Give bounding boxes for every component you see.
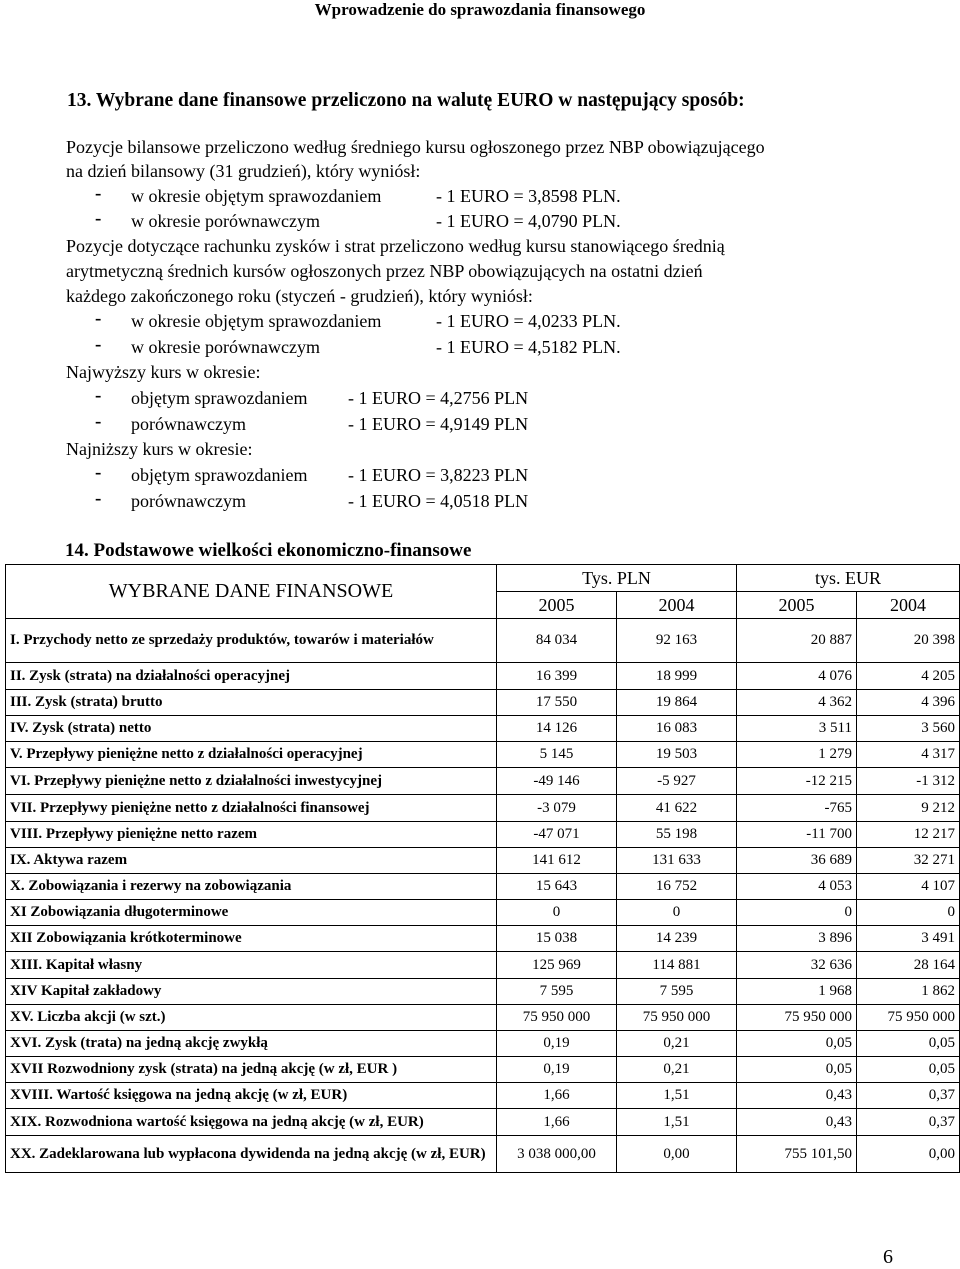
max-rate-title: Najwyższy kurs w okresie: (66, 362, 261, 382)
table-header-row (6, 565, 960, 592)
cell-value: 4 107 (857, 874, 960, 900)
year-header: 2004 (857, 592, 960, 619)
cell-value: 4 317 (857, 742, 960, 768)
list-dash: - (95, 308, 102, 329)
paragraph-pl-line-3: każdego zakończonego roku (styczeń - grudzień), który wyniósł: (66, 286, 533, 306)
paragraph-pl-line-2: arytmetyczną średnich kursów ogłoszonych przez NBP obowiązujących na ostatni dzień (66, 261, 703, 281)
row-label: XII Zobowiązania krótkoterminowe (6, 926, 497, 952)
table-row (6, 619, 960, 663)
list-item-label: w okresie porównawczym (131, 211, 320, 231)
table-row (6, 979, 960, 1005)
cell-value: 131 633 (617, 848, 737, 874)
cell-value: 0,05 (857, 1057, 960, 1083)
cell-value: 0,00 (617, 1136, 737, 1173)
cell-value: 755 101,50 (737, 1136, 857, 1173)
year-header: 2004 (617, 592, 737, 619)
list-item-label: objętym sprawozdaniem (131, 465, 308, 485)
cell-value: 32 636 (737, 952, 857, 979)
row-label: XIX. Rozwodniona wartość księgowa na jedną akcję (w zł, EUR) (6, 1109, 497, 1136)
cell-value: 3 896 (737, 926, 857, 952)
row-label: XX. Zadeklarowana lub wypłacona dywidenda na jedną akcję (w zł, EUR) (6, 1136, 497, 1173)
year-header: 2005 (737, 592, 857, 619)
list-item-value: - 1 EURO = 3,8598 PLN. (436, 186, 621, 206)
cell-value: 55 198 (617, 822, 737, 848)
cell-value: 0,37 (857, 1109, 960, 1136)
cell-value: -765 (737, 795, 857, 822)
cell-value: -3 079 (497, 795, 617, 822)
cell-value: 75 950 000 (857, 1005, 960, 1031)
cell-value: 28 164 (857, 952, 960, 979)
table-header-title: WYBRANE DANE FINANSOWE (6, 565, 497, 619)
list-item-value: - 1 EURO = 4,2756 PLN (348, 388, 529, 408)
row-label: X. Zobowiązania i rezerwy na zobowiązania (6, 874, 497, 900)
list-item-label: w okresie objętym sprawozdaniem (131, 186, 382, 206)
cell-value: 12 217 (857, 822, 960, 848)
cell-value: 0,21 (617, 1031, 737, 1057)
list-item-label: w okresie objętym sprawozdaniem (131, 311, 382, 331)
cell-value: 0,43 (737, 1083, 857, 1109)
year-header: 2005 (497, 592, 617, 619)
row-label: IV. Zysk (strata) netto (6, 716, 497, 742)
cell-value: -11 700 (737, 822, 857, 848)
cell-value: 1,51 (617, 1083, 737, 1109)
table-row (6, 1083, 960, 1109)
list-dash: - (95, 462, 102, 483)
list-item-label: objętym sprawozdaniem (131, 388, 308, 408)
row-label: II. Zysk (strata) na działalności operacyjnej (6, 663, 497, 690)
cell-value: 16 399 (497, 663, 617, 690)
table-row (6, 848, 960, 874)
cell-value: 75 950 000 (737, 1005, 857, 1031)
table-row (6, 1057, 960, 1083)
paragraph-balance-line-1: Pozycje bilansowe przeliczono według średniego kursu ogłoszonego przez NBP obowiązującego (66, 137, 765, 157)
table-row (6, 742, 960, 768)
cell-value: 92 163 (617, 619, 737, 663)
list-item-value: - 1 EURO = 3,8223 PLN (348, 465, 529, 485)
cell-value: 3 560 (857, 716, 960, 742)
row-label: VI. Przepływy pieniężne netto z działalności inwestycyjnej (6, 768, 497, 795)
cell-value: 0,43 (737, 1109, 857, 1136)
list-dash: - (95, 183, 102, 204)
cell-value: 0,37 (857, 1083, 960, 1109)
table-row (6, 1109, 960, 1136)
cell-value: 141 612 (497, 848, 617, 874)
cell-value: 20 398 (857, 619, 960, 663)
currency-header-eur: tys. EUR (737, 565, 960, 592)
cell-value: 0 (857, 900, 960, 926)
row-label: XVI. Zysk (trata) na jedną akcję zwykłą (6, 1031, 497, 1057)
list-dash: - (95, 488, 102, 509)
cell-value: -49 146 (497, 768, 617, 795)
cell-value: -5 927 (617, 768, 737, 795)
cell-value: 0,19 (497, 1031, 617, 1057)
table-row (6, 795, 960, 822)
cell-value: 19 503 (617, 742, 737, 768)
cell-value: 7 595 (497, 979, 617, 1005)
cell-value: -1 312 (857, 768, 960, 795)
list-item-value: - 1 EURO = 4,0233 PLN. (436, 311, 621, 331)
cell-value: 114 881 (617, 952, 737, 979)
page-number: 6 (883, 1246, 893, 1268)
row-label: XVII Rozwodniony zysk (strata) na jedną akcję (w zł, EUR ) (6, 1057, 497, 1083)
table-row (6, 663, 960, 690)
cell-value: 125 969 (497, 952, 617, 979)
cell-value: 0,19 (497, 1057, 617, 1083)
table-row (6, 952, 960, 979)
cell-value: 75 950 000 (497, 1005, 617, 1031)
list-dash: - (95, 208, 102, 229)
cell-value: 4 362 (737, 690, 857, 716)
paragraph-balance-line-2: na dzień bilansowy (31 grudzień), który wyniósł: (66, 161, 421, 181)
row-label: VIII. Przepływy pieniężne netto razem (6, 822, 497, 848)
cell-value: 19 864 (617, 690, 737, 716)
row-label: XIV Kapitał zakładowy (6, 979, 497, 1005)
cell-value: 4 205 (857, 663, 960, 690)
row-label: IX. Aktywa razem (6, 848, 497, 874)
cell-value: 36 689 (737, 848, 857, 874)
list-dash: - (95, 334, 102, 355)
cell-value: 0,05 (737, 1031, 857, 1057)
cell-value: 16 752 (617, 874, 737, 900)
cell-value: 41 622 (617, 795, 737, 822)
list-item-value: - 1 EURO = 4,0790 PLN. (436, 211, 621, 231)
cell-value: 4 053 (737, 874, 857, 900)
row-label: XIII. Kapitał własny (6, 952, 497, 979)
cell-value: 15 038 (497, 926, 617, 952)
cell-value: 1,51 (617, 1109, 737, 1136)
table-row (6, 874, 960, 900)
cell-value: 15 643 (497, 874, 617, 900)
cell-value: 3 511 (737, 716, 857, 742)
cell-value: 14 126 (497, 716, 617, 742)
table-row (6, 822, 960, 848)
min-rate-title: Najniższy kurs w okresie: (66, 439, 253, 459)
cell-value: 4 076 (737, 663, 857, 690)
table-row (6, 716, 960, 742)
cell-value: 0,21 (617, 1057, 737, 1083)
cell-value: 9 212 (857, 795, 960, 822)
row-label: I. Przychody netto ze sprzedaży produktów, towarów i materiałów (6, 619, 497, 663)
section-14-title: 14. Podstawowe wielkości ekonomiczno-finansowe (65, 540, 472, 561)
cell-value: 17 550 (497, 690, 617, 716)
cell-value: 0 (737, 900, 857, 926)
cell-value: 1,66 (497, 1109, 617, 1136)
table-row (6, 690, 960, 716)
currency-header-pln: Tys. PLN (497, 565, 737, 592)
list-dash: - (95, 385, 102, 406)
list-item-value: - 1 EURO = 4,5182 PLN. (436, 337, 621, 357)
table-row (6, 1031, 960, 1057)
cell-value: 18 999 (617, 663, 737, 690)
cell-value: 7 595 (617, 979, 737, 1005)
cell-value: 3 038 000,00 (497, 1136, 617, 1173)
row-label: VII. Przepływy pieniężne netto z działalności finansowej (6, 795, 497, 822)
cell-value: 0 (497, 900, 617, 926)
cell-value: 14 239 (617, 926, 737, 952)
table-row (6, 1136, 960, 1173)
cell-value: 1,66 (497, 1083, 617, 1109)
cell-value: 1 862 (857, 979, 960, 1005)
row-label: XV. Liczba akcji (w szt.) (6, 1005, 497, 1031)
row-label: XVIII. Wartość księgowa na jedną akcję (w zł, EUR) (6, 1083, 497, 1109)
cell-value: 16 083 (617, 716, 737, 742)
cell-value: 0,05 (857, 1031, 960, 1057)
cell-value: 1 279 (737, 742, 857, 768)
cell-value: 75 950 000 (617, 1005, 737, 1031)
cell-value: 3 491 (857, 926, 960, 952)
cell-value: -12 215 (737, 768, 857, 795)
table-row (6, 900, 960, 926)
list-item-value: - 1 EURO = 4,9149 PLN (348, 414, 529, 434)
table-row (6, 1005, 960, 1031)
paragraph-pl-line-1: Pozycje dotyczące rachunku zysków i strat przeliczono według kursu stanowiącego średnią (66, 236, 725, 256)
list-dash: - (95, 411, 102, 432)
section-13-title: 13. Wybrane dane finansowe przeliczono na walutę EURO w następujący sposób: (67, 90, 745, 111)
list-item-label: porównawczym (131, 414, 246, 434)
running-header: Wprowadzenie do sprawozdania finansowego (314, 0, 646, 19)
list-item-value: - 1 EURO = 4,0518 PLN (348, 491, 529, 511)
table-row (6, 768, 960, 795)
cell-value: 1 968 (737, 979, 857, 1005)
cell-value: 84 034 (497, 619, 617, 663)
table-row (6, 926, 960, 952)
cell-value: -47 071 (497, 822, 617, 848)
list-item-label: porównawczym (131, 491, 246, 511)
row-label: V. Przepływy pieniężne netto z działalności operacyjnej (6, 742, 497, 768)
cell-value: 5 145 (497, 742, 617, 768)
cell-value: 32 271 (857, 848, 960, 874)
financial-data-table (5, 564, 960, 1173)
row-label: III. Zysk (strata) brutto (6, 690, 497, 716)
cell-value: 0,00 (857, 1136, 960, 1173)
cell-value: 0,05 (737, 1057, 857, 1083)
cell-value: 0 (617, 900, 737, 926)
cell-value: 4 396 (857, 690, 960, 716)
list-item-label: w okresie porównawczym (131, 337, 320, 357)
row-label: XI Zobowiązania długoterminowe (6, 900, 497, 926)
cell-value: 20 887 (737, 619, 857, 663)
